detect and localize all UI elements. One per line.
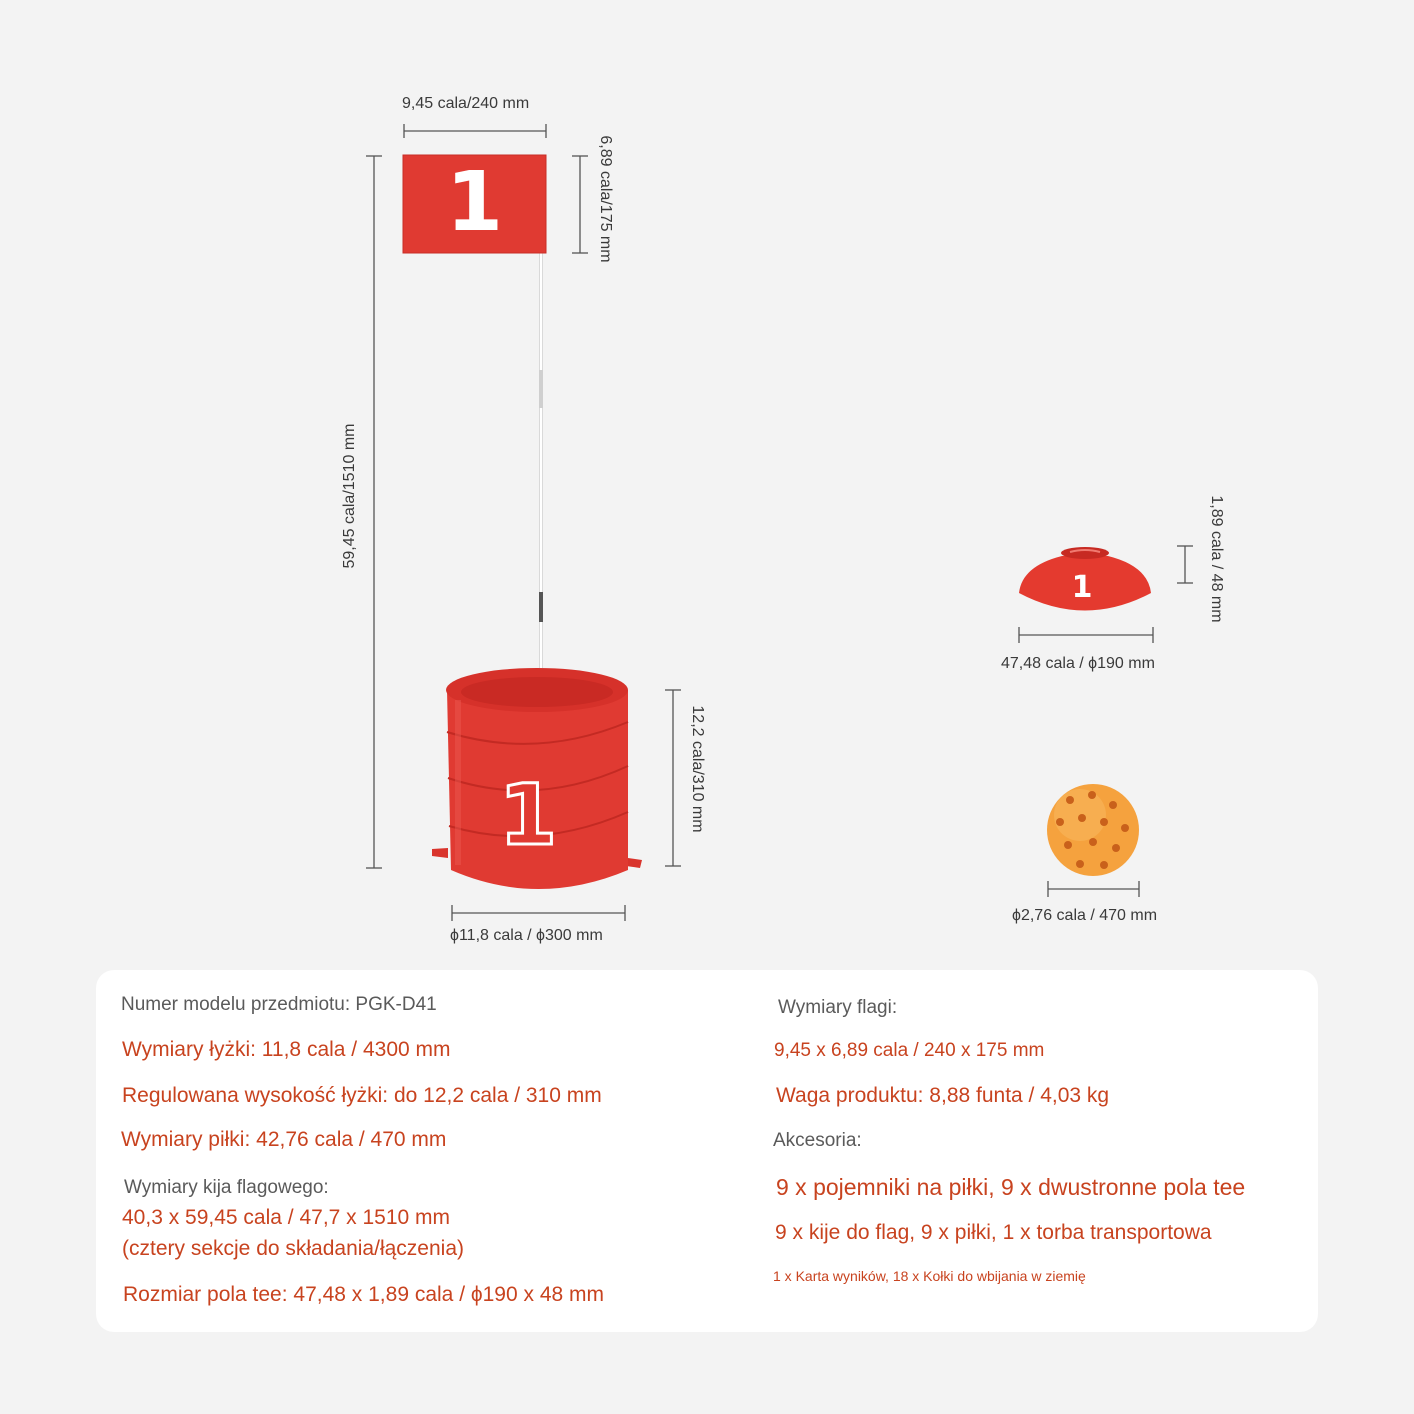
spec-spoon-dims: Wymiary łyżki: 11,8 cala / 4300 mm — [122, 1038, 451, 1061]
flag-pole — [539, 252, 543, 712]
pole-height-label: 59,45 cala/1510 mm — [341, 423, 358, 569]
flag-height-dim-line — [572, 156, 588, 253]
flag-number: 1 — [445, 155, 504, 250]
ball-diameter-dim-line — [1048, 881, 1139, 897]
cone-number: 1 — [1071, 570, 1093, 605]
spec-pole-title: Wymiary kija flagowego: — [124, 1177, 329, 1198]
flag-width-dim-line — [404, 124, 546, 138]
spec-ball-dims: Wymiary piłki: 42,76 cala / 470 mm — [121, 1128, 447, 1151]
spec-model: Numer modelu przedmiotu: PGK-D41 — [121, 994, 437, 1015]
specs-card — [96, 970, 1318, 1332]
spec-weight: Waga produktu: 8,88 funta / 4,03 kg — [776, 1084, 1110, 1107]
ball-diameter-label: ϕ2,76 cala / 470 mm — [1012, 907, 1158, 924]
spec-acc-line1: 9 x pojemniki na piłki, 9 x dwustronne pola tee — [776, 1174, 1246, 1200]
cup-height-dim-line — [665, 690, 681, 866]
spec-accessories-title: Akcesoria: — [773, 1130, 862, 1151]
cup-height-label: 12,2 cala/310 mm — [689, 705, 706, 833]
cone-diameter-dim-line — [1019, 627, 1153, 643]
cone-height-dim-line — [1177, 546, 1193, 583]
cup-number: 1 — [498, 766, 558, 864]
cone-diameter-label: 47,48 cala / ϕ190 mm — [1001, 655, 1155, 672]
spec-tee-size: Rozmiar pola tee: 47,48 x 1,89 cala / ϕ190 x 48 mm — [123, 1283, 605, 1306]
spec-acc-line3: 1 x Karta wyników, 18 x Kołki do wbijania w ziemię — [773, 1268, 1086, 1284]
spec-pole-dims: 40,3 x 59,45 cala / 47,7 x 1510 mm — [122, 1206, 451, 1229]
cone-height-label: 1,89 cala / 48 mm — [1208, 495, 1225, 623]
cup-diameter-label: ϕ11,8 cala / ϕ300 mm — [450, 927, 603, 944]
spec-pole-note: (cztery sekcje do składania/łączenia) — [122, 1237, 464, 1260]
spec-acc-line2: 9 x kije do flag, 9 x piłki, 1 x torba transportowa — [775, 1221, 1212, 1244]
pole-height-dim-line — [366, 156, 382, 868]
spec-flag-dims: 9,45 x 6,89 cala / 240 x 175 mm — [774, 1040, 1045, 1061]
spec-spoon-height: Regulowana wysokość łyżki: do 12,2 cala / 310 mm — [122, 1084, 602, 1107]
flag-height-label: 6,89 cala/175 mm — [597, 135, 614, 263]
cup-diameter-dim-line — [452, 905, 625, 921]
pickleball-ball — [1047, 784, 1139, 876]
flag-width-label: 9,45 cala/240 mm — [402, 95, 530, 112]
spec-flag-title: Wymiary flagi: — [778, 997, 898, 1018]
